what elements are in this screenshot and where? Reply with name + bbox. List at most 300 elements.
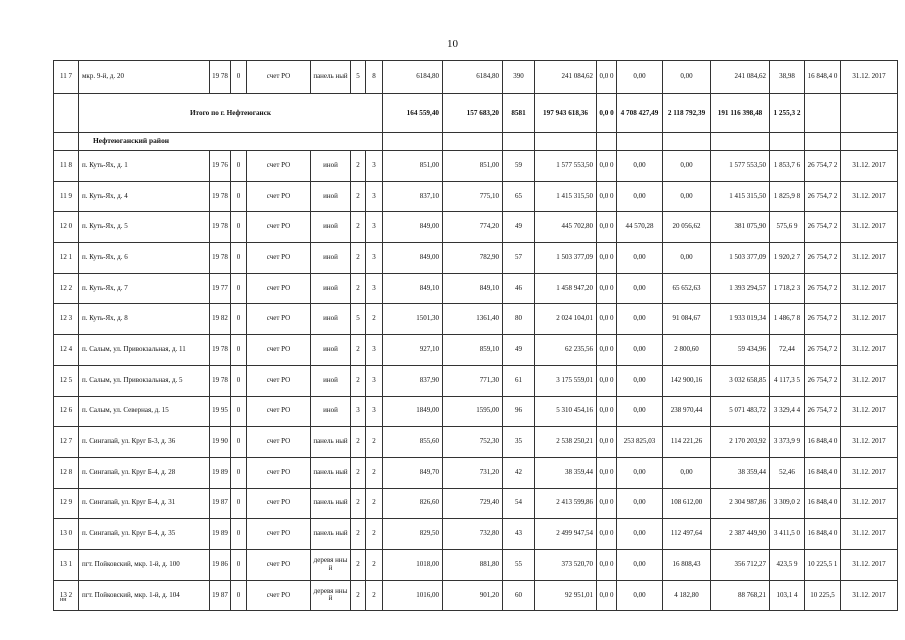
federal-funds-cell: 0,0 0	[597, 212, 617, 243]
floors-cell: 2	[351, 365, 366, 396]
wall-material-cell: деревя нный	[311, 549, 351, 580]
commission-year-cell: 0	[231, 304, 247, 335]
owner-funds-cell: 356 712,27	[711, 549, 770, 580]
repair-cost-cell: 92 951,01	[535, 580, 597, 611]
deadline-date-cell: 31.12. 2017	[841, 519, 898, 550]
entrances-cell: 3	[366, 181, 383, 212]
regional-funds-cell: 253 825,03	[617, 427, 663, 458]
area-total-cell: 851,00	[383, 151, 443, 182]
area-living-cell: 782,90	[443, 243, 503, 274]
address-cell: п. Сингапай, ул. Круг Б-4, д. 31	[79, 488, 210, 519]
commission-year-cell: 0	[231, 243, 247, 274]
build-year-cell: 19 82	[210, 304, 231, 335]
repair-cost-cell: 62 235,56	[535, 335, 597, 366]
entrances-cell: 3	[366, 396, 383, 427]
build-year-cell: 19 89	[210, 457, 231, 488]
build-year-cell: 19 90	[210, 427, 231, 458]
fund-method-cell: счет РО	[247, 580, 311, 611]
address-cell: пгт. Пойковский, мкр. 1-й, д. 104	[79, 580, 210, 611]
floors-cell: 2	[351, 151, 366, 182]
residents-cell: 55	[503, 549, 535, 580]
local-funds-cell: 2 800,60	[663, 335, 711, 366]
max-cost-cell: 10 225,5	[805, 580, 841, 611]
federal-funds-cell: 0,0 0	[597, 488, 617, 519]
repair-cost-cell: 1 503 377,09	[535, 243, 597, 274]
local-funds-cell: 108 612,00	[663, 488, 711, 519]
fund-method-cell: счет РО	[247, 427, 311, 458]
repair-cost-cell: 445 702,80	[535, 212, 597, 243]
local-funds-cell: 16 808,43	[663, 549, 711, 580]
repair-cost-cell: 38 359,44	[535, 457, 597, 488]
local-funds-cell: 0,00	[663, 243, 711, 274]
floors-cell: 2	[351, 273, 366, 304]
fund-method-cell: счет РО	[247, 212, 311, 243]
address-cell: п. Куть-Ях, д. 5	[79, 212, 210, 243]
federal-funds-cell: 0,0 0	[597, 457, 617, 488]
owner-funds-cell: 2 170 203,92	[711, 427, 770, 458]
owner-funds-cell: 1 577 553,50	[711, 151, 770, 182]
regional-funds-cell: 44 570,28	[617, 212, 663, 243]
floors-cell: 5	[351, 304, 366, 335]
row-number-cell: 12 2	[54, 273, 79, 304]
specific-cost-cell: 38,98	[770, 61, 805, 94]
federal-funds-cell: 0,0 0	[597, 519, 617, 550]
table-row	[54, 580, 898, 611]
specific-cost-cell: 72,44	[770, 335, 805, 366]
address-cell: п. Куть-Ях, д. 1	[79, 151, 210, 182]
wall-material-cell: иной	[311, 181, 351, 212]
regional-funds-cell: 0,00	[617, 61, 663, 94]
area-total-cell: 849,10	[383, 273, 443, 304]
fund-method-cell: счет РО	[247, 273, 311, 304]
deadline-date-cell: 31.12. 2017	[841, 365, 898, 396]
commission-year-cell: 0	[231, 273, 247, 304]
address-cell: п. Сингапай, ул. Круг Б-4, д. 35	[79, 519, 210, 550]
specific-cost-cell: 103,1 4	[770, 580, 805, 611]
wall-material-cell: панель ный	[311, 427, 351, 458]
entrances-cell: 2	[366, 519, 383, 550]
area-living-cell: 1595,00	[443, 396, 503, 427]
table-row	[54, 304, 898, 335]
deadline-date-cell: 31.12. 2017	[841, 243, 898, 274]
commission-year-cell: 0	[231, 580, 247, 611]
local-funds-cell: 238 970,44	[663, 396, 711, 427]
residents-cell: 43	[503, 519, 535, 550]
local-funds-cell: 0,00	[663, 181, 711, 212]
owner-funds-cell: 1 503 377,09	[711, 243, 770, 274]
address-cell: п. Куть-Ях, д. 6	[79, 243, 210, 274]
owner-funds-cell: 1 393 294,57	[711, 273, 770, 304]
table-row	[54, 61, 898, 94]
federal-funds-cell: 0,0 0	[597, 304, 617, 335]
row-number-cell: 13 1	[54, 549, 79, 580]
repair-cost-cell: 241 084,62	[535, 61, 597, 94]
area-living-cell: 771,30	[443, 365, 503, 396]
commission-year-cell: 0	[231, 212, 247, 243]
owner-funds-cell: 5 071 483,72	[711, 396, 770, 427]
wall-material-cell: иной	[311, 304, 351, 335]
federal-funds-cell: 0,0 0	[597, 61, 617, 94]
max-cost-cell: 16 848,4 0	[805, 457, 841, 488]
residents-cell: 59	[503, 151, 535, 182]
address-cell: п. Куть-Ях, д. 8	[79, 304, 210, 335]
residents-cell: 57	[503, 243, 535, 274]
owner-funds-cell: 88 768,21	[711, 580, 770, 611]
area-total-cell: 837,10	[383, 181, 443, 212]
floors-cell: 3	[351, 396, 366, 427]
row-number-cell: 12 0	[54, 212, 79, 243]
regional-funds-cell: 0,00	[617, 243, 663, 274]
repair-cost-cell: 5 310 454,16	[535, 396, 597, 427]
deadline-date-cell: 31.12. 2017	[841, 181, 898, 212]
owner-funds-cell: 38 359,44	[711, 457, 770, 488]
fund-method-cell: счет РО	[247, 519, 311, 550]
specific-cost-cell: 423,5 9	[770, 549, 805, 580]
row-number-cell: 11 8	[54, 151, 79, 182]
entrances-cell: 3	[366, 151, 383, 182]
build-year-cell: 19 77	[210, 273, 231, 304]
row-number-cell: 12 9	[54, 488, 79, 519]
table-row	[54, 151, 898, 182]
build-year-cell: 19 78	[210, 181, 231, 212]
table-row	[54, 243, 898, 274]
floors-cell: 2	[351, 580, 366, 611]
residents-cell: 49	[503, 212, 535, 243]
row-number-cell: 12 6	[54, 396, 79, 427]
row-number-cell: 13 2	[54, 580, 79, 611]
wall-material-cell: иной	[311, 396, 351, 427]
regional-funds-cell: 0,00	[617, 273, 663, 304]
max-cost-cell: 10 225,5 1	[805, 549, 841, 580]
max-cost-cell: 16 848,4 0	[805, 488, 841, 519]
owner-funds-cell: 1 415 315,50	[711, 181, 770, 212]
federal-funds-cell: 0,0 0	[597, 365, 617, 396]
table-row	[54, 427, 898, 458]
address-cell: п. Сингапай, ул. Круг Б-4, д. 28	[79, 457, 210, 488]
specific-cost-cell: 4 117,3 5	[770, 365, 805, 396]
wall-material-cell: иной	[311, 151, 351, 182]
total-federal-funds: 0,0 0	[597, 94, 617, 133]
area-living-cell: 729,40	[443, 488, 503, 519]
specific-cost-cell: 575,6 9	[770, 212, 805, 243]
area-total-cell: 1501,30	[383, 304, 443, 335]
fund-method-cell: счет РО	[247, 335, 311, 366]
residents-cell: 65	[503, 181, 535, 212]
owner-funds-cell: 3 032 658,85	[711, 365, 770, 396]
entrances-cell: 2	[366, 549, 383, 580]
residents-cell: 42	[503, 457, 535, 488]
deadline-date-cell: 31.12. 2017	[841, 151, 898, 182]
max-cost-cell: 26 754,7 2	[805, 304, 841, 335]
entrances-cell: 3	[366, 365, 383, 396]
specific-cost-cell: 1 486,7 8	[770, 304, 805, 335]
fund-method-cell: счет РО	[247, 457, 311, 488]
build-year-cell: 19 78	[210, 365, 231, 396]
residents-cell: 61	[503, 365, 535, 396]
deadline-date-cell: 31.12. 2017	[841, 580, 898, 611]
specific-cost-cell: 3 329,4 4	[770, 396, 805, 427]
repair-cost-cell: 1 577 553,50	[535, 151, 597, 182]
regional-funds-cell: 0,00	[617, 396, 663, 427]
deadline-date-cell: 31.12. 2017	[841, 212, 898, 243]
local-funds-cell: 142 900,16	[663, 365, 711, 396]
table-row	[54, 181, 898, 212]
floors-cell: 2	[351, 488, 366, 519]
table-row	[54, 519, 898, 550]
entrances-cell: 2	[366, 304, 383, 335]
repair-cost-cell: 2 024 104,01	[535, 304, 597, 335]
area-total-cell: 927,10	[383, 335, 443, 366]
commission-year-cell: 0	[231, 151, 247, 182]
specific-cost-cell: 1 853,7 6	[770, 151, 805, 182]
address-cell: п. Салым, ул. Северная, д. 15	[79, 396, 210, 427]
federal-funds-cell: 0,0 0	[597, 335, 617, 366]
table-row	[54, 549, 898, 580]
build-year-cell: 19 89	[210, 519, 231, 550]
total-area-total: 164 559,40	[383, 94, 443, 133]
floors-cell: 2	[351, 335, 366, 366]
table-row	[54, 488, 898, 519]
fund-method-cell: счет РО	[247, 396, 311, 427]
federal-funds-cell: 0,0 0	[597, 243, 617, 274]
local-funds-cell: 65 652,63	[663, 273, 711, 304]
deadline-date-cell: 31.12. 2017	[841, 61, 898, 94]
entrances-cell: 3	[366, 335, 383, 366]
entrances-cell: 2	[366, 580, 383, 611]
floors-cell: 2	[351, 457, 366, 488]
local-funds-cell: 0,00	[663, 151, 711, 182]
build-year-cell: 19 87	[210, 580, 231, 611]
row-number-cell: 13 0	[54, 519, 79, 550]
deadline-date-cell: 31.12. 2017	[841, 457, 898, 488]
local-funds-cell: 114 221,26	[663, 427, 711, 458]
build-year-cell: 19 78	[210, 212, 231, 243]
commission-year-cell: 0	[231, 61, 247, 94]
regional-funds-cell: 0,00	[617, 181, 663, 212]
total-owner-funds: 191 116 398,48	[711, 94, 770, 133]
specific-cost-cell: 1 718,2 3	[770, 273, 805, 304]
fund-method-cell: счет РО	[247, 304, 311, 335]
address-cell: п. Куть-Ях, д. 7	[79, 273, 210, 304]
max-cost-cell: 26 754,7 2	[805, 212, 841, 243]
total-area-living: 157 683,20	[443, 94, 503, 133]
owner-funds-cell: 381 075,90	[711, 212, 770, 243]
area-total-cell: 837,90	[383, 365, 443, 396]
wall-material-cell: иной	[311, 243, 351, 274]
residents-cell: 80	[503, 304, 535, 335]
fund-method-cell: счет РО	[247, 549, 311, 580]
federal-funds-cell: 0,0 0	[597, 396, 617, 427]
page-number: 10	[447, 38, 458, 50]
area-living-cell: 881,80	[443, 549, 503, 580]
specific-cost-cell: 1 825,9 8	[770, 181, 805, 212]
regional-funds-cell: 0,00	[617, 335, 663, 366]
housing-registry-table	[53, 60, 898, 611]
area-total-cell: 1016,00	[383, 580, 443, 611]
build-year-cell: 19 95	[210, 396, 231, 427]
address-cell: п. Куть-Ях, д. 4	[79, 181, 210, 212]
commission-year-cell: 0	[231, 335, 247, 366]
table-row	[54, 365, 898, 396]
fund-method-cell: счет РО	[247, 61, 311, 94]
owner-funds-cell: 2 387 449,90	[711, 519, 770, 550]
area-total-cell: 1849,00	[383, 396, 443, 427]
build-year-cell: 19 87	[210, 488, 231, 519]
wall-material-cell: иной	[311, 335, 351, 366]
specific-cost-cell: 3 373,9 9	[770, 427, 805, 458]
table-row	[54, 457, 898, 488]
total-residents: 8581	[503, 94, 535, 133]
total-specific-cost: 1 255,3 2	[770, 94, 805, 133]
commission-year-cell: 0	[231, 488, 247, 519]
area-living-cell: 849,10	[443, 273, 503, 304]
floors-cell: 2	[351, 243, 366, 274]
max-cost-cell: 26 754,7 2	[805, 365, 841, 396]
wall-material-cell: деревя нный	[311, 580, 351, 611]
residents-cell: 35	[503, 427, 535, 458]
address-cell: п. Салым, ул. Привокзальная, д. 11	[79, 335, 210, 366]
owner-funds-cell: 59 434,96	[711, 335, 770, 366]
commission-year-cell: 0	[231, 457, 247, 488]
area-total-cell: 849,00	[383, 243, 443, 274]
address-cell: мкр. 9-й, д. 20	[79, 61, 210, 94]
commission-year-cell: 0	[231, 181, 247, 212]
repair-cost-cell: 1 415 315,50	[535, 181, 597, 212]
section-row	[54, 133, 898, 151]
residents-cell: 49	[503, 335, 535, 366]
entrances-cell: 2	[366, 488, 383, 519]
residents-cell: 46	[503, 273, 535, 304]
local-funds-cell: 0,00	[663, 61, 711, 94]
regional-funds-cell: 0,00	[617, 304, 663, 335]
regional-funds-cell: 0,00	[617, 457, 663, 488]
floors-cell: 2	[351, 549, 366, 580]
area-living-cell: 859,10	[443, 335, 503, 366]
total-regional-funds: 4 708 427,49	[617, 94, 663, 133]
total-cost: 197 943 618,36	[535, 94, 597, 133]
local-funds-cell: 112 497,64	[663, 519, 711, 550]
area-total-cell: 855,60	[383, 427, 443, 458]
fund-method-cell: счет РО	[247, 151, 311, 182]
federal-funds-cell: 0,0 0	[597, 181, 617, 212]
row-number-cell: 11 7	[54, 61, 79, 94]
federal-funds-cell: 0,0 0	[597, 549, 617, 580]
deadline-date-cell: 31.12. 2017	[841, 396, 898, 427]
federal-funds-cell: 0,0 0	[597, 427, 617, 458]
max-cost-cell: 16 848,4 0	[805, 519, 841, 550]
footer-mark: нн	[60, 597, 67, 603]
entrances-cell: 2	[366, 457, 383, 488]
row-number-cell: 12 5	[54, 365, 79, 396]
local-funds-cell: 0,00	[663, 457, 711, 488]
area-total-cell: 849,00	[383, 212, 443, 243]
wall-material-cell: панель ный	[311, 61, 351, 94]
max-cost-cell: 26 754,7 2	[805, 273, 841, 304]
area-living-cell: 731,20	[443, 457, 503, 488]
commission-year-cell: 0	[231, 519, 247, 550]
repair-cost-cell: 373 520,70	[535, 549, 597, 580]
row-number-cell: 12 1	[54, 243, 79, 274]
local-funds-cell: 4 182,80	[663, 580, 711, 611]
floors-cell: 2	[351, 519, 366, 550]
max-cost-cell: 26 754,7 2	[805, 181, 841, 212]
fund-method-cell: счет РО	[247, 488, 311, 519]
regional-funds-cell: 0,00	[617, 151, 663, 182]
repair-cost-cell: 3 175 559,01	[535, 365, 597, 396]
area-total-cell: 829,50	[383, 519, 443, 550]
total-row	[54, 94, 898, 133]
max-cost-cell: 26 754,7 2	[805, 335, 841, 366]
wall-material-cell: иной	[311, 365, 351, 396]
area-living-cell: 774,20	[443, 212, 503, 243]
area-living-cell: 901,20	[443, 580, 503, 611]
regional-funds-cell: 0,00	[617, 580, 663, 611]
area-living-cell: 775,10	[443, 181, 503, 212]
area-total-cell: 1018,00	[383, 549, 443, 580]
address-cell: п. Салым, ул. Привокзальная, д. 5	[79, 365, 210, 396]
residents-cell: 60	[503, 580, 535, 611]
total-label: Итого по г. Нефтеюганск	[79, 94, 383, 133]
build-year-cell: 19 76	[210, 151, 231, 182]
wall-material-cell: панель ный	[311, 457, 351, 488]
area-living-cell: 752,30	[443, 427, 503, 458]
area-living-cell: 1361,40	[443, 304, 503, 335]
row-number-cell: 11 9	[54, 181, 79, 212]
wall-material-cell: панель ный	[311, 519, 351, 550]
local-funds-cell: 20 056,62	[663, 212, 711, 243]
entrances-cell: 2	[366, 427, 383, 458]
build-year-cell: 19 78	[210, 243, 231, 274]
max-cost-cell: 26 754,7 2	[805, 243, 841, 274]
deadline-date-cell: 31.12. 2017	[841, 549, 898, 580]
row-number-cell: 12 7	[54, 427, 79, 458]
deadline-date-cell: 31.12. 2017	[841, 273, 898, 304]
floors-cell: 5	[351, 61, 366, 94]
area-total-cell: 826,60	[383, 488, 443, 519]
max-cost-cell: 26 754,7 2	[805, 396, 841, 427]
regional-funds-cell: 0,00	[617, 365, 663, 396]
area-living-cell: 732,80	[443, 519, 503, 550]
residents-cell: 96	[503, 396, 535, 427]
entrances-cell: 8	[366, 61, 383, 94]
commission-year-cell: 0	[231, 365, 247, 396]
max-cost-cell: 16 848,4 0	[805, 427, 841, 458]
repair-cost-cell: 2 499 947,54	[535, 519, 597, 550]
build-year-cell: 19 86	[210, 549, 231, 580]
federal-funds-cell: 0,0 0	[597, 151, 617, 182]
fund-method-cell: счет РО	[247, 365, 311, 396]
repair-cost-cell: 2 413 599,86	[535, 488, 597, 519]
local-funds-cell: 91 084,67	[663, 304, 711, 335]
entrances-cell: 3	[366, 273, 383, 304]
owner-funds-cell: 1 933 019,34	[711, 304, 770, 335]
fund-method-cell: счет РО	[247, 243, 311, 274]
address-cell: п. Сингапай, ул. Круг Б-3, д. 36	[79, 427, 210, 458]
build-year-cell: 19 78	[210, 335, 231, 366]
total-local-funds: 2 118 792,39	[663, 94, 711, 133]
address-cell: пгт. Пойковский, мкр. 1-й, д. 100	[79, 549, 210, 580]
table-row	[54, 212, 898, 243]
wall-material-cell: иной	[311, 273, 351, 304]
owner-funds-cell: 241 084,62	[711, 61, 770, 94]
row-number-cell: 12 8	[54, 457, 79, 488]
row-number-cell: 12 4	[54, 335, 79, 366]
area-living-cell: 6184,80	[443, 61, 503, 94]
build-year-cell: 19 78	[210, 61, 231, 94]
regional-funds-cell: 0,00	[617, 519, 663, 550]
max-cost-cell: 26 754,7 2	[805, 151, 841, 182]
federal-funds-cell: 0,0 0	[597, 273, 617, 304]
